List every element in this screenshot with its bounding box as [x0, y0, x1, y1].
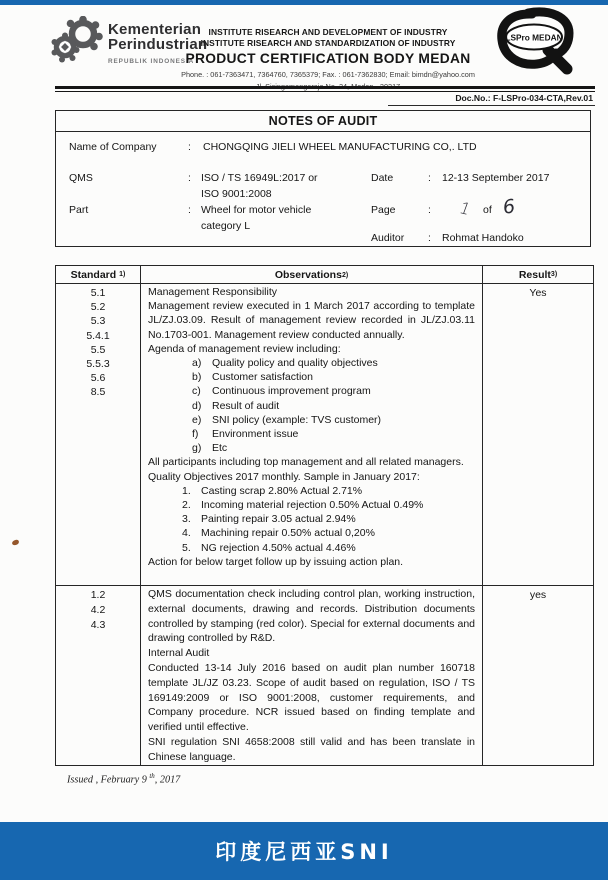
observations-header-text: Observations — [274, 269, 342, 281]
standard-ref: 5.6 — [90, 372, 106, 385]
issued-date-line — [67, 772, 180, 785]
observation-paragraph: Action for below target follow up by issuing action plan. — [148, 555, 404, 568]
standard-header-sup: 1) — [119, 271, 126, 278]
date-value: 12-13 September 2017 — [442, 172, 550, 184]
qms-label: QMS — [69, 172, 93, 184]
date-separator: : — [428, 172, 431, 184]
list-text: Painting repair 3.05 actual 2.94% — [201, 513, 356, 526]
institute-line2: INSTITUTE RISEARCH AND STANDARDIZATION OF INDUSTRY — [200, 38, 456, 48]
standard-ref: 5.2 — [90, 301, 106, 314]
address-line: Jl. Sisingamangaraja No. 24, Medan - 20217 — [255, 81, 401, 91]
observation-paragraph: Agenda of management review including: — [148, 342, 341, 355]
result-value: yes — [529, 589, 547, 601]
list-text: Machining repair 0.50% actual 0,20% — [201, 527, 375, 540]
observation-paragraph: Conducted 13-14 July 2016 based on audit plan number 160718 template JL/JZ 03.23. Scope of audit based on regulation, ISO / TS 169149:2009 or ISO 9001:2008, customer requirements, and Company procedure. NCR issued based on finding template and verified until effective. — [148, 661, 475, 734]
observation-paragraph: QMS documentation check including control plan, working instruction, external documents, drawing and records. Distribution documents controlled by stamping (red color). Special for external documents and drawing controlled by R&D. — [148, 588, 475, 645]
contact-line: Phone. : 061-7363471, 7364760, 7365379; Fax. : 061-7362830; Email: bimdn@yahoo.com — [181, 70, 475, 79]
doc-number-underline — [388, 105, 595, 106]
page-current-handwritten: 1 — [456, 198, 474, 219]
list-item — [192, 427, 475, 441]
list-marker: g) — [192, 442, 202, 455]
ministry-subtitle: REPUBLIK INDONESIA — [108, 58, 195, 65]
result-value: Yes — [529, 287, 547, 299]
auditor-value: Rohmat Handoko — [442, 232, 524, 244]
observation-paragraph: Internal Audit — [148, 647, 210, 660]
observations-cell — [141, 586, 483, 765]
institute-line1: INSTITUTE RISEARCH AND DEVELOPMENT OF INDUSTRY — [208, 27, 448, 37]
ministry-gear-logo-icon — [50, 16, 104, 69]
qms-separator: : — [188, 172, 191, 184]
page-label: Page — [371, 204, 396, 216]
standard-ref: 4.2 — [90, 603, 106, 616]
part-separator: : — [188, 204, 191, 216]
standard-header-text: Standard — [70, 268, 117, 281]
issued-text: Issued , February 9 — [67, 774, 150, 786]
list-text: Customer satisfaction — [212, 371, 313, 384]
list-item — [182, 512, 475, 526]
standard-ref: 1.2 — [90, 589, 106, 601]
table-header-row — [56, 266, 593, 284]
column-header-standard — [56, 266, 141, 283]
standard-ref: 5.1 — [90, 287, 106, 299]
list-item — [182, 541, 475, 555]
observation-paragraph: Management Responsibility — [148, 286, 277, 298]
standard-ref: 4.3 — [90, 618, 106, 631]
list-marker: 2. — [182, 499, 191, 512]
ministry-name-line2: Perindustrian — [108, 36, 208, 53]
list-marker: 5. — [182, 541, 191, 554]
standard-ref: 8.5 — [90, 386, 106, 399]
list-item — [192, 356, 475, 370]
list-marker: b) — [192, 371, 202, 384]
observations-header-sup: 2) — [341, 271, 349, 279]
list-marker: e) — [192, 413, 202, 426]
standard-ref: 5.4.1 — [86, 329, 110, 342]
auditor-separator: : — [428, 232, 431, 244]
observations-cell — [141, 284, 483, 585]
list-item — [192, 399, 475, 413]
part-value-line1: Wheel for motor vehicle — [201, 204, 312, 216]
list-marker: c) — [192, 385, 201, 398]
table-row — [56, 284, 593, 586]
list-text: Casting scrap 2.80% Actual 2.71% — [201, 484, 363, 497]
auditor-label: Auditor — [371, 232, 405, 244]
top-blue-strip — [0, 0, 608, 5]
form-title: NOTES OF AUDIT — [56, 111, 590, 132]
page-of-label: of — [483, 204, 492, 216]
result-header-text: Result — [518, 268, 551, 281]
doc-number: Doc.No.: F-LSPro-034-CTA,Rev.01 — [455, 93, 593, 103]
observation-paragraph: Management review executed in 1 March 2017 according to template JL/ZJ.03.09. Result of management review recorded in JL/ZJ.03.11 No.1703-001. Management review conducted annually. — [148, 300, 475, 341]
observation-paragraph: Quality Objectives 2017 monthly. Sample in January 2017: — [148, 470, 420, 483]
observation-paragraph: SNI regulation SNI 4658:2008 still valid and has been translate in Chinese language. — [148, 735, 475, 763]
list-marker: 3. — [182, 513, 191, 526]
company-value: CHONGQING JIELI WHEEL MANUFACTURING CO,. LTD — [203, 141, 477, 153]
list-text: Etc — [212, 442, 228, 455]
list-item — [192, 370, 475, 384]
page-total-handwritten: 6 — [501, 195, 517, 219]
list-item — [182, 484, 475, 498]
company-separator: : — [188, 141, 191, 153]
qms-value-line1: ISO / TS 16949L:2017 or — [201, 172, 318, 184]
list-item — [192, 413, 475, 427]
date-label: Date — [371, 172, 394, 184]
part-label: Part — [69, 204, 89, 216]
column-header-result — [483, 266, 593, 283]
ministry-name-line1: Kementerian — [108, 21, 202, 38]
issued-superscript: th — [149, 772, 155, 780]
list-text: SNI policy (example: TVS customer) — [212, 413, 382, 426]
list-marker: a) — [192, 357, 202, 370]
list-text: Continuous improvement program — [212, 385, 371, 398]
list-text: Incoming material rejection 0.50% Actual 0.49% — [201, 499, 424, 512]
page-separator: : — [428, 204, 431, 216]
bottom-blue-banner — [0, 822, 608, 880]
part-value-line2: category L — [201, 220, 251, 232]
table-row — [56, 586, 593, 765]
list-marker: 1. — [182, 484, 191, 497]
lspro-medan-logo-icon — [490, 6, 582, 85]
list-marker: f) — [192, 428, 199, 441]
list-text: Environment issue — [212, 428, 299, 441]
list-text: Result of audit — [212, 399, 280, 412]
list-marker: d) — [192, 399, 202, 412]
certification-body-name: PRODUCT CERTIFICATION BODY MEDAN — [185, 51, 471, 66]
column-header-observations — [141, 266, 483, 283]
standard-ref: 5.3 — [90, 315, 106, 328]
lspro-logo-text: LSPro MEDAN — [505, 32, 563, 43]
result-header-sup: 3) — [550, 271, 558, 278]
qms-value-line2: ISO 9001:2008 — [201, 188, 272, 200]
standard-ref: 5.5 — [90, 343, 106, 356]
result-cell — [483, 586, 593, 765]
observation-paragraph: All participants including top management and all related managers. — [148, 456, 464, 469]
list-marker: 4. — [182, 527, 191, 540]
company-label: Name of Company — [69, 141, 157, 153]
standard-ref: 5.5.3 — [86, 358, 110, 371]
list-item — [182, 498, 475, 512]
list-item — [192, 384, 475, 398]
standard-cell — [56, 586, 141, 765]
list-text: Quality policy and quality objectives — [212, 357, 378, 370]
issued-year: , 2017 — [154, 774, 181, 786]
notes-of-audit-box — [55, 110, 591, 247]
list-item — [182, 526, 475, 540]
list-text: NG rejection 4.50% actual 4.46% — [201, 541, 356, 554]
result-cell — [483, 284, 593, 585]
header-divider-rule — [55, 86, 595, 92]
audit-observations-table — [55, 265, 594, 766]
letterhead-center — [158, 27, 498, 91]
standard-cell — [56, 284, 141, 585]
list-item — [192, 441, 475, 455]
banner-caption: 印度尼西亚SNI — [215, 840, 393, 864]
scan-artifact-speck — [12, 539, 20, 545]
